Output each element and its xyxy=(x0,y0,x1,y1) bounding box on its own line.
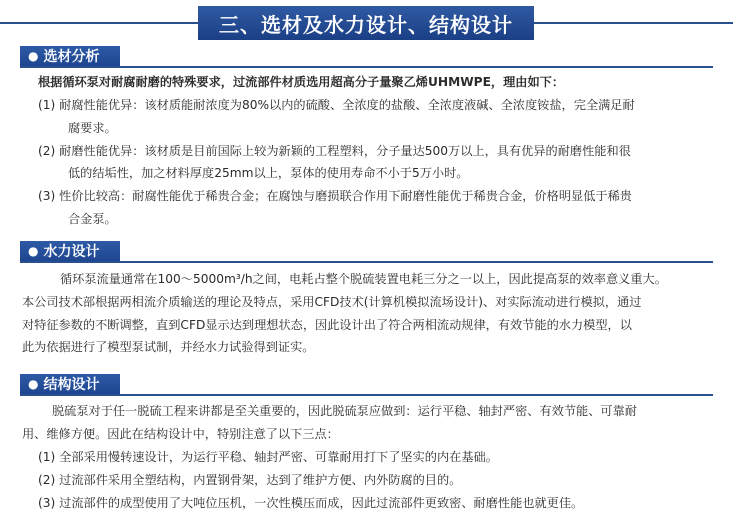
bullet-icon: ● xyxy=(28,377,39,391)
material-intro: 根据循环泵对耐腐耐磨的特殊要求，过流部件材质选用超高分子量聚乙烯UHMWPE，理由如下： xyxy=(38,75,565,89)
section-hydraulic xyxy=(0,239,733,267)
section-structure xyxy=(0,372,733,400)
page-title: 三、选材及水力设计、结构设计 xyxy=(198,6,534,40)
section-tag xyxy=(20,241,120,261)
material-item-1-line-1: (1) 耐腐性能优异：该材质能耐浓度为80%以内的硫酸、全浓度的盐酸、全浓度液碱、全浓度铵盐，完全满足耐 xyxy=(38,98,635,112)
material-item-2-line-1: (2) 耐磨性能优异：该材质是目前国际上较为新颖的工程塑料，分子量达500万以上，具有优异的耐磨性能和很 xyxy=(38,144,631,158)
material-item-3-line-1: (3) 性价比较高：耐腐性能优于稀贵合金；在腐蚀与磨损联合作用下耐磨性能优于稀贵合金，价格明显低于稀贵 xyxy=(38,189,632,203)
section-rule xyxy=(20,261,713,263)
section-heading: 结构设计 xyxy=(43,377,100,393)
material-item-1-line-2: 腐要求。 xyxy=(68,121,117,135)
section-tag xyxy=(20,374,120,394)
section-header xyxy=(0,239,733,267)
section-rule xyxy=(20,66,713,68)
section-header xyxy=(0,44,733,72)
structure-line-2: 用、维修方便。因此在结构设计中，特别注意了以下三点： xyxy=(22,427,339,441)
section-heading: 选材分析 xyxy=(43,49,100,65)
title-bar xyxy=(0,6,733,40)
hydraulic-line-3: 对特征参数的不断调整，直到CFD显示达到理想状态，因此设计出了符合两相流动规律，有效节能的水力模型，以 xyxy=(22,318,632,332)
structure-line-5: (3) 过流部件的成型使用了大吨位压机，一次性模压而成，因此过流部件更致密、耐磨性能也就更佳。 xyxy=(38,496,584,510)
hydraulic-line-1: 循环泵流量通常在100～5000m³/h之间，电耗占整个脱硫装置电耗三分之一以上，因此提高泵的效率意义重大。 xyxy=(60,272,667,286)
structure-line-3: (1) 全部采用慢转速设计，为运行平稳、轴封严密、可靠耐用打下了坚实的内在基础。 xyxy=(38,450,498,464)
section-heading: 水力设计 xyxy=(43,244,100,260)
hydraulic-line-2: 本公司技术部根据两相流介质输送的理论及特点，采用CFD技术(计算机模拟流场设计)、对实际流动进行模拟，通过 xyxy=(22,295,642,309)
material-item-2-line-2: 低的结垢性，加之材料厚度25mm以上，泵体的使用寿命不小于5万小时。 xyxy=(68,166,469,180)
structure-line-4: (2) 过流部件采用全塑结构，内置钢骨架，达到了维护方便、内外防腐的目的。 xyxy=(38,473,462,487)
structure-line-1: 脱硫泵对于任一脱硫工程来讲都是至关重要的，因此脱硫泵应做到：运行平稳、轴封严密、有效节能、可靠耐 xyxy=(52,404,637,418)
section-material xyxy=(0,44,733,72)
hydraulic-line-4: 此为依据进行了模型泵试制，并经水力试验得到证实。 xyxy=(22,340,315,354)
bullet-icon: ● xyxy=(28,49,39,63)
material-item-3-line-2: 合金泵。 xyxy=(68,212,117,226)
section-tag xyxy=(20,46,120,66)
section-rule xyxy=(20,394,713,396)
section-header xyxy=(0,372,733,400)
bullet-icon: ● xyxy=(28,244,39,258)
